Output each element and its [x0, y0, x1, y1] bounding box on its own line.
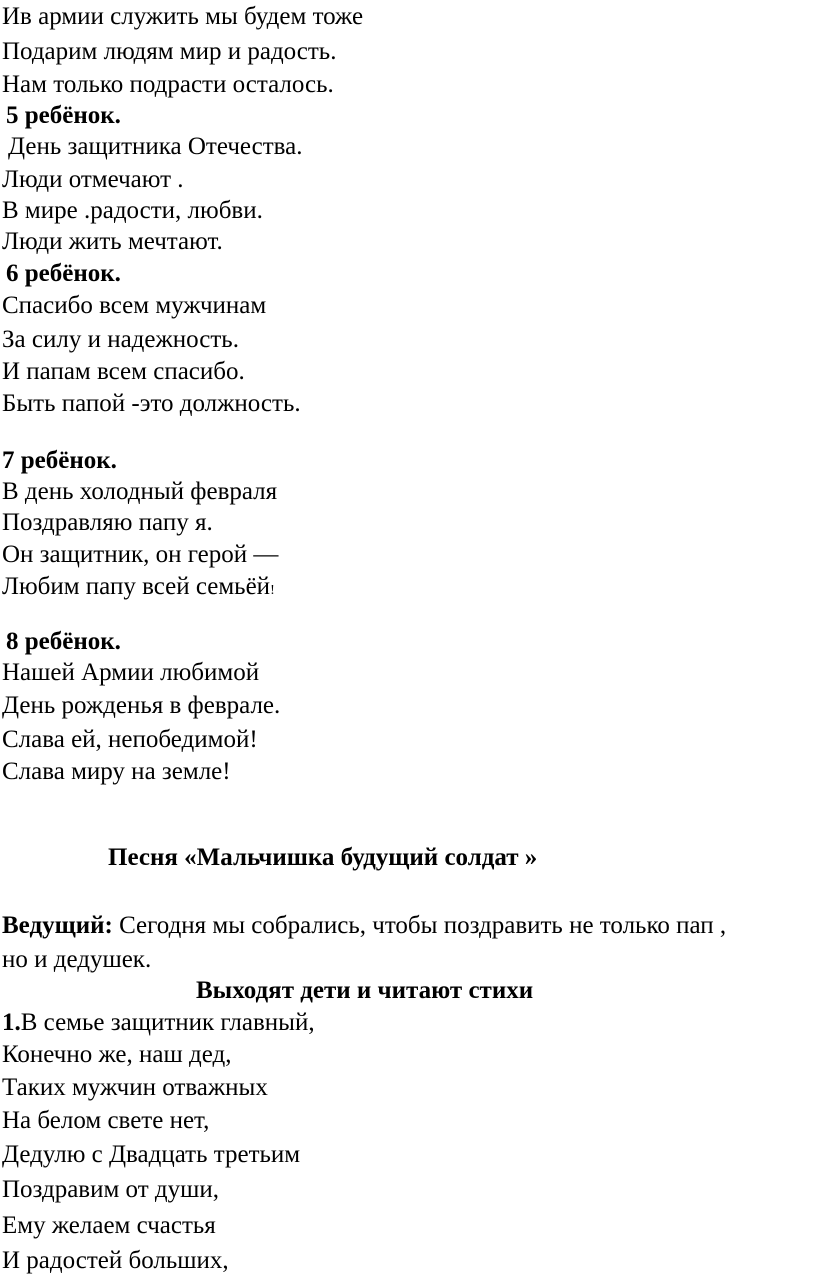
poem-line: Поздравляю папу я. [2, 509, 213, 536]
poem-line: День рожденья в феврале. [2, 692, 281, 719]
poem-line: Ему желаем счастья [2, 1212, 216, 1239]
poem-line [2, 572, 275, 602]
poem-line: Спасибо всем мужчинам [2, 292, 267, 319]
poem-line: Поздравим от души, [2, 1176, 219, 1203]
child8-heading: 8 ребёнок. [6, 628, 121, 655]
poem-line-exclamation: ! [270, 583, 275, 598]
poem-number: 1. [2, 1009, 21, 1036]
poem-line [2, 1008, 315, 1038]
poem-line: Нашей Армии любимой [2, 659, 260, 686]
poem-line: Быть папой -это должность. [2, 390, 301, 417]
poem-line: Слава миру на земле! [2, 758, 231, 785]
poem-line-text: В семье защитник главный, [20, 1009, 315, 1036]
child6-heading: 6 ребёнок. [6, 260, 121, 287]
poem-line: Дедулю с Двадцать третьим [2, 1141, 301, 1168]
poem-line: Нам только подрасти осталось. [2, 71, 334, 98]
host-line [2, 911, 726, 941]
poem-line: Люди жить мечтают. [2, 228, 223, 255]
poem-line: На белом свете нет, [2, 1107, 210, 1134]
poem-line: Люди отмечают . [2, 166, 184, 193]
poem-line: В мире .радости, любви. [2, 197, 263, 224]
poem-line: Ив армии служить мы будем тоже [2, 3, 364, 30]
song-title: Песня «Мальчишка будущий солдат » [108, 844, 538, 871]
host-text: Сегодня мы собрались, чтобы поздравить не только пап , [112, 912, 727, 939]
poem-line: Таких мужчин отважных [2, 1074, 268, 1101]
instruction-heading: Выходят дети и читают стихи [196, 977, 534, 1004]
host-label: Ведущий: [2, 912, 113, 939]
poem-line: В день холодный февраля [2, 478, 278, 505]
poem-line: Конечно же, наш дед, [2, 1041, 232, 1068]
child5-heading: 5 ребёнок. [6, 102, 121, 129]
poem-line: И папам всем спасибо. [2, 358, 245, 385]
poem-line: Подарим людям мир и радость. [2, 38, 337, 65]
poem-line: За силу и надежность. [2, 326, 239, 353]
poem-line: И радостей больших, [2, 1247, 229, 1274]
child7-heading: 7 ребёнок. [2, 447, 117, 474]
poem-line: Слава ей, непобедимой! [2, 726, 258, 753]
poem-line-text: Любим папу всей семьёй [2, 573, 271, 600]
host-text-continued: но и дедушек. [2, 946, 152, 973]
poem-line: Он защитник, он герой — [2, 541, 279, 568]
poem-line: День защитника Отечества. [8, 133, 303, 160]
